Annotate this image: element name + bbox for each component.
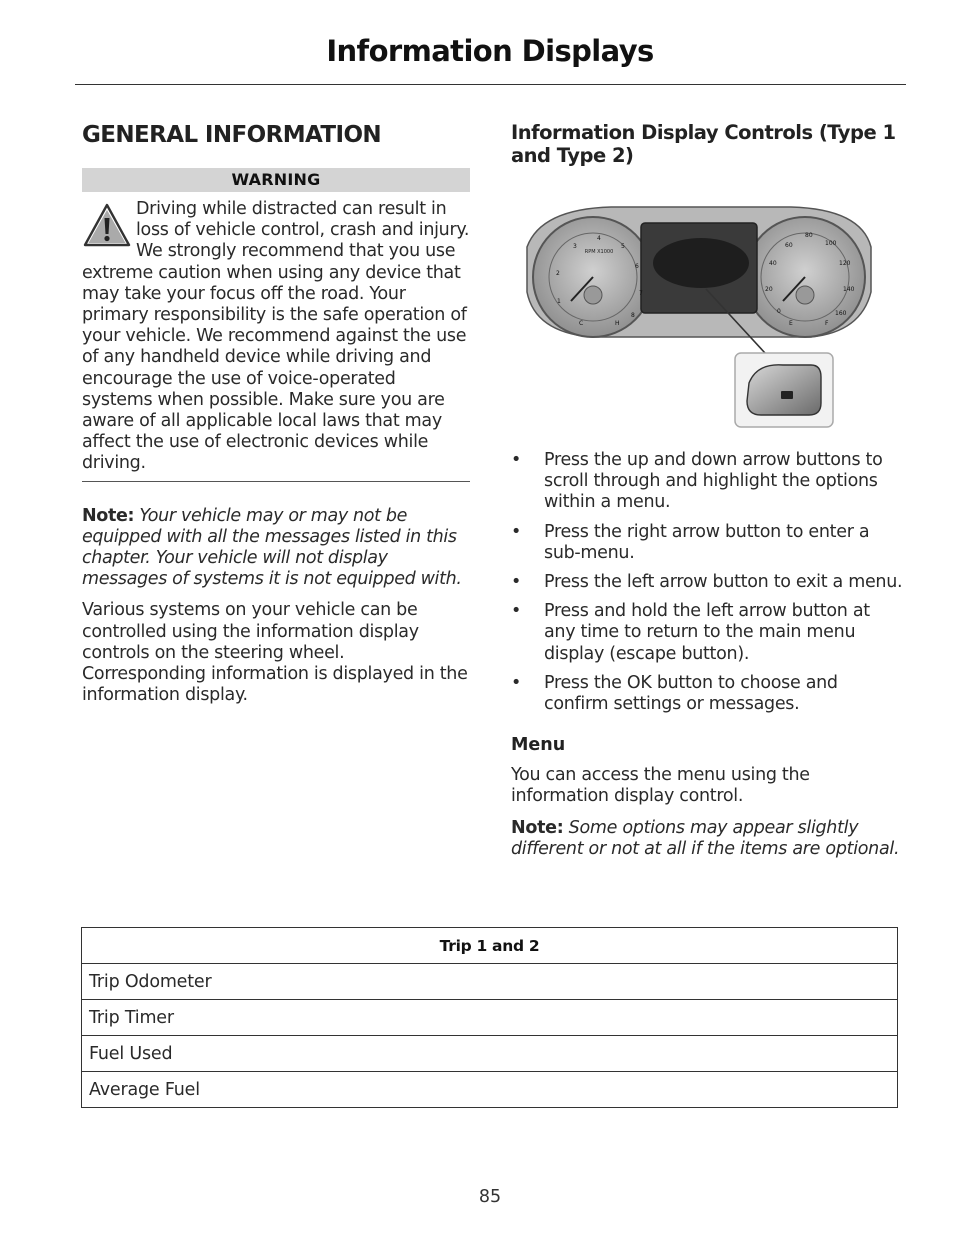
note-label: Note: <box>511 817 564 838</box>
tach-label: RPM X1000 <box>584 249 614 255</box>
warning-text: Driving while distracted can result in loss of vehicle control, crash and injury. We strongly recommend that you use extreme caution when using any device that may take your focus off the road. Your primary responsibility is the safe operation of your vehicle. We recommend against the use of any handheld device while driving and encourage the use of voice-operated systems when possible. Make sure you are aware of all applicable local laws that may affect the use of electronic devices while driving. <box>82 199 470 474</box>
bullet-marker: • <box>511 601 522 622</box>
bullet-marker: • <box>511 521 522 542</box>
bullet-marker: • <box>511 572 522 593</box>
steering-control-button <box>747 365 821 415</box>
fuel-empty-label: E <box>789 320 793 327</box>
tach-number: 5 <box>621 243 625 250</box>
list-item: • Press the up and down arrow buttons to scroll through and highlight the options within a menu. <box>511 450 883 513</box>
instrument-cluster-illustration <box>521 197 875 437</box>
list-item: • Press and hold the left arrow button at any time to return to the main menu display (escape button). <box>511 601 870 664</box>
display-highlight <box>653 238 749 288</box>
speed-number: 100 <box>825 240 837 247</box>
list-item: • Press the OK button to choose and confirm settings or messages. <box>511 672 838 715</box>
bullet-marker: • <box>511 450 522 470</box>
speed-number: 60 <box>785 242 793 249</box>
section-heading-display-controls: Information Display Controls (Type 1 and Type 2) <box>511 121 896 167</box>
tach-number: 2 <box>556 270 560 277</box>
section-heading-general-information: GENERAL INFORMATION <box>82 122 382 148</box>
speed-number: 20 <box>765 286 773 293</box>
tach-number: 8 <box>631 312 635 319</box>
tach-number: 4 <box>597 235 601 242</box>
speed-number: 120 <box>839 260 851 267</box>
speed-number: 40 <box>769 260 777 267</box>
speed-number: 160 <box>835 310 847 317</box>
table-row: Fuel Used <box>82 1036 898 1072</box>
tach-number: 7 <box>639 290 643 297</box>
note-text: Some options may appear slightly different or not at all if the items are optional. <box>511 817 900 859</box>
info-paragraph: Various systems on your vehicle can be controlled using the information display controls on the steering wheel. Corresponding information is displayed in the information display. <box>82 600 468 706</box>
note-left <box>82 506 470 591</box>
table-row: Trip Odometer <box>82 964 898 1000</box>
right-column <box>511 118 903 860</box>
table-header: Trip 1 and 2 <box>82 928 898 964</box>
speed-number: 140 <box>843 286 855 293</box>
warning-divider <box>82 481 470 482</box>
page-number: 85 <box>478 1187 502 1207</box>
page-title: Information Displays <box>326 34 654 68</box>
note-label: Note: <box>82 505 135 526</box>
warning-triangle-icon <box>82 201 132 251</box>
note-text: Your vehicle may or may not be equipped with all the messages listed in this chapter. Your vehicle will not display messages of systems it is not equipped with. <box>82 505 462 590</box>
temp-cold-label: C <box>579 320 584 327</box>
bullet-marker: • <box>511 672 522 693</box>
warning-text-block <box>82 199 470 475</box>
left-column <box>82 118 470 706</box>
tach-number: 3 <box>573 243 577 250</box>
speed-number: 80 <box>805 232 813 239</box>
menu-paragraph: You can access the menu using the information display control. <box>511 765 810 807</box>
table-row: Average Fuel <box>82 1072 898 1108</box>
temp-hot-label: H <box>615 320 620 327</box>
menu-heading: Menu <box>511 735 566 756</box>
note-right <box>511 818 903 860</box>
warning-bar: WARNING <box>82 168 470 192</box>
tach-number: 6 <box>635 263 639 270</box>
speed-number: 0 <box>777 308 781 315</box>
trip-table <box>81 927 898 1108</box>
tach-number: 1 <box>557 298 561 305</box>
title-divider <box>75 84 906 85</box>
instrument-cluster-svg <box>521 197 875 437</box>
control-instructions-list <box>511 450 903 715</box>
list-item: • Press the left arrow button to exit a menu. <box>511 572 903 593</box>
table-row: Trip Timer <box>82 1000 898 1036</box>
fuel-full-label: F <box>825 320 829 327</box>
list-item: • Press the right arrow button to enter a sub-menu. <box>511 521 870 563</box>
